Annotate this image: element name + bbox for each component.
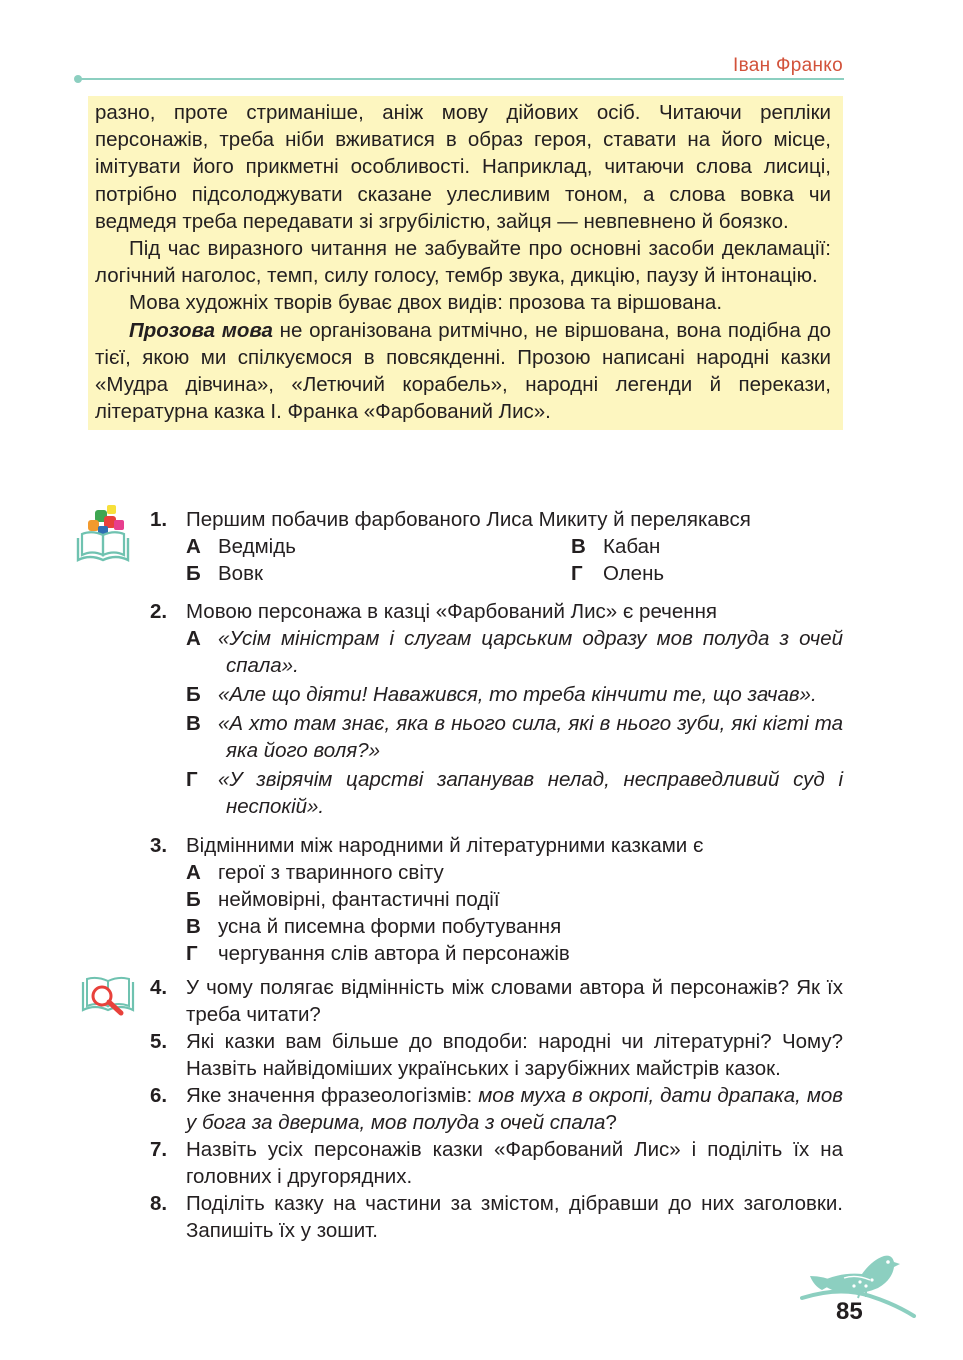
task-text-post: ? [605, 1111, 617, 1134]
test-question-1 [150, 506, 843, 587]
task-number: 5. [150, 1030, 168, 1053]
task-text-pre: Яке значення фразеологізмів: [186, 1084, 479, 1107]
task-text: У чому полягає відмінність між словами автора й персонажів? Як їх треба читати? [186, 976, 843, 1026]
option-text: «Але що діяти! Наважився, то треба кінчити те, що зачав». [218, 683, 817, 706]
task-text: Назвіть усіх персонажів казки «Фарбований Лис» і поділіть їх на головних і другорядних. [186, 1138, 843, 1188]
task-number: 4. [150, 976, 168, 999]
answer-option [186, 886, 843, 913]
option-letter: В [186, 712, 201, 735]
option-letter: В [571, 535, 586, 558]
answer-option [571, 533, 843, 560]
answer-option [571, 560, 843, 587]
question-text: Мовою персонажа в казці «Фарбований Лис» є речення [186, 600, 717, 623]
task-text: Поділіть казку на частини за змістом, дібравши до них заголовки. Запишіть їх у зошит. [186, 1192, 843, 1242]
test-question-3 [150, 832, 843, 967]
question-text: Відмінними між народними й літературними казками є [186, 834, 704, 857]
question-text: Першим побачив фарбованого Лиса Микиту й перелякався [186, 508, 751, 531]
task-number: 6. [150, 1084, 168, 1107]
theory-paragraph-4 [95, 317, 831, 426]
option-text: неймовірні, фантастичні події [218, 888, 500, 911]
book-magnifier-icon [80, 976, 138, 1020]
task-number: 7. [150, 1138, 168, 1161]
option-text: «У звірячім царстві запанував нелад, несправедливий суд і неспокій». [218, 768, 843, 818]
option-text: Кабан [603, 535, 661, 558]
running-header-author: Іван Франко [733, 55, 843, 76]
option-text: герої з тваринного світу [218, 861, 444, 884]
option-letter: А [186, 861, 201, 884]
theory-paragraph-4-rest: не організована ритмічно, не віршована, вона подібна до тієї, якою ми спілкуємося в повсякденні. Прозою написані народні казки «Мудра дівчина», «Летючий корабель», народні легенди й перекази, літературна казка І. Франка «Фарбований Лис». [95, 318, 831, 424]
answer-option [186, 625, 843, 679]
task-4 [150, 974, 843, 1028]
discussion-tasks [150, 974, 843, 1244]
option-text: «А хто там знає, яка в нього сила, які в нього зуби, які кігті та яка його воля?» [218, 712, 843, 762]
theory-highlight-box [88, 96, 843, 430]
theory-paragraph-1: разно, проте стриманіше, аніж мову дійових осіб. Читаючи репліки персонажів, треба ніби вживатися в образ героя, ставати на його місце, імітувати його прикметні особливості. Наприклад, читаючи слова лисиці, потрібно підсолоджувати сказане улесливим тоном, а слова вовка чи ведмедя треба передавати зі згрубілістю, зайця — невпевнено й боязко. [95, 101, 831, 233]
option-text: Вовк [218, 562, 263, 585]
option-letter: Г [186, 942, 198, 965]
test-question-2 [150, 598, 843, 820]
question-number: 3. [150, 834, 168, 857]
idioms-list: мов муха в окропі, дати драпака, мов у бога за дверима, мов полуда з очей спала [186, 1084, 843, 1134]
book-blocks-icon [74, 502, 132, 564]
option-letter: Б [186, 888, 201, 911]
theory-paragraph-3: Мова художніх творів буває двох видів: прозова та віршована. [129, 291, 723, 315]
task-text: Які казки вам більше до вподоби: народні чи літературні? Чому? Назвіть найвідоміших українських і зарубіжних майстрів казок. [186, 1030, 843, 1080]
option-letter: В [186, 915, 201, 938]
question-number: 2. [150, 600, 168, 623]
option-letter: Г [571, 562, 583, 585]
task-5 [150, 1028, 843, 1082]
answer-option [186, 940, 843, 967]
theory-paragraph-2: Під час виразного читання не забувайте про основні засоби декламації: логічний наголос, темп, силу голосу, тембр звука, дикцію, паузу й інтонацію. [95, 237, 831, 288]
task-8 [150, 1190, 843, 1244]
option-text: Олень [603, 562, 665, 585]
answer-option [186, 681, 843, 708]
option-letter: А [186, 627, 201, 650]
task-number: 8. [150, 1192, 168, 1215]
answer-option [186, 560, 571, 587]
answer-option [186, 859, 843, 886]
answer-option [186, 533, 571, 560]
option-letter: А [186, 535, 201, 558]
option-text: Ведмідь [218, 535, 296, 558]
term-prose: Прозова мова [129, 318, 273, 342]
page-number: 85 [836, 1298, 863, 1325]
task-6 [150, 1082, 843, 1136]
answer-option [186, 913, 843, 940]
option-letter: Г [186, 768, 198, 791]
option-letter: Б [186, 562, 201, 585]
answer-option [186, 766, 843, 820]
option-letter: Б [186, 683, 201, 706]
test-questions [150, 506, 843, 967]
task-text [186, 1082, 843, 1136]
header-rule [78, 78, 844, 80]
answer-option [186, 710, 843, 764]
option-text: усна й писемна форми побутування [218, 915, 562, 938]
task-7 [150, 1136, 843, 1190]
option-text: чергування слів автора й персонажів [218, 942, 570, 965]
question-number: 1. [150, 508, 168, 531]
option-text: «Усім міністрам і слугам царським одразу мов полуда з очей спала». [218, 627, 843, 677]
